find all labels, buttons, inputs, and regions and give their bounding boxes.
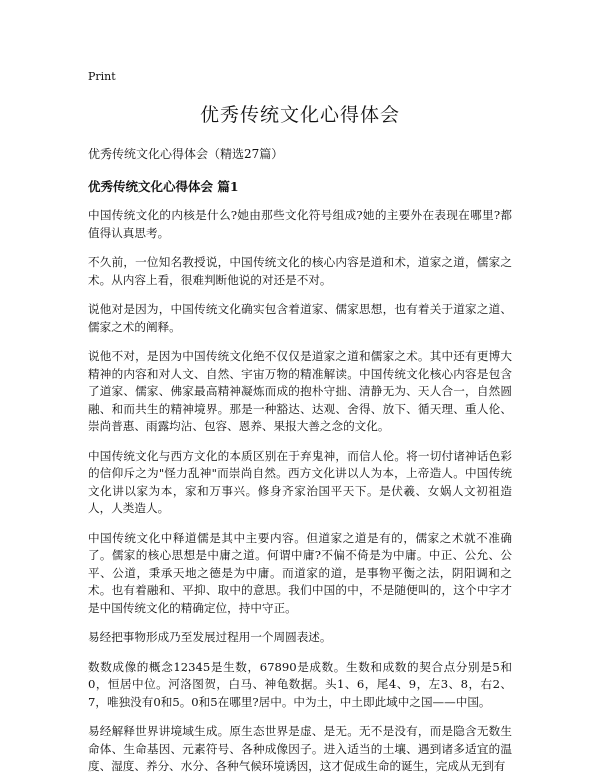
paragraph-6: 中国传统文化中释道儒是其中主要内容。但道家之道是有的，儒家之术就不准确了。儒家的核心思想是中庸之道。何谓中庸?不偏不倚是为中庸。中正、公允、公平、公道，秉承天地之德是为中庸。而道家的道，是事物平衡之法，阴阳调和之术。也有着融和、平抑、取中的意思。我们中国的中，不是随便叫的，这个中字才是中国传统文化的精确定位，持中守正。: [88, 530, 512, 615]
print-label[interactable]: Print: [88, 70, 116, 83]
paragraph-3: 说他对是因为，中国传统文化确实包含着道家、儒家思想，也有着关于道家之道、儒家之术的阐释。: [88, 302, 512, 334]
paragraph-5: 中国传统文化与西方文化的本质区别在于弃鬼神，而信人伦。将一切付诸神话色彩的信仰斥之为"怪力乱神"而崇尚自然。西方文化讲以人为本，上帝造人。中国传统文化讲以家为本，家和万事兴。修身齐家治国平天下。是伏羲、女娲人文初祖造人，人类造人。: [88, 448, 512, 515]
paragraph-8: 数数成像的概念12345是生数，67890是成数。生数和成数的契合点分别是5和0，恒居中位。河洛图贺，白马、神龟数据。头1、6，尾4、9，左3、8，右2、7，唯独没有0和5。0和5在哪里?居中。中为土，中土即此域中之国——中国。: [88, 659, 512, 709]
section-heading: 优秀传统文化心得体会 篇1: [88, 179, 239, 194]
paragraph-4: 说他不对，是因为中国传统文化绝不仅仅是道家之道和儒家之术。其中还有更博大精神的内容和对人文、自然、宇宙万物的精准解读。中国传统文化核心内容是包含了道家、儒家、佛家最高精神凝炼而成的抱朴守拙、清静无为、天人合一，自然圆融、和而共生的精神境界。那是一种豁达、达观、舍得、放下、循天理、重人伦、崇尚普惠、雨露均沾、包容、恩养、果报大善之念的文化。: [88, 349, 512, 433]
paragraph-1: 中国传统文化的内核是什么?她由那些文化符号组成?她的主要外在表现在哪里?都值得认真思考。: [88, 208, 512, 240]
paragraph-7: 易经把事物形成乃至发展过程用一个周圆表述。: [88, 630, 332, 644]
document-subtitle: 优秀传统文化心得体会（精选27篇）: [88, 147, 284, 161]
paragraph-2: 不久前，一位知名教授说，中国传统文化的核心内容是道和术，道家之道，儒家之术。从内容上看，很难判断他说的对还是不对。: [88, 255, 512, 287]
document-title: 优秀传统文化心得体会: [199, 104, 400, 126]
paragraph-9: 易经解释世界讲境域生成。原生态世界是虚、是无。无不是没有，而是隐含无数生命体、生命基因、元素符号、各种成像因子。进入适当的土壤、遇到诸多适宜的温度、湿度、养分、水分、各种气候环境诱因，这才促成生命的诞生，完成从无到有: [88, 724, 512, 773]
